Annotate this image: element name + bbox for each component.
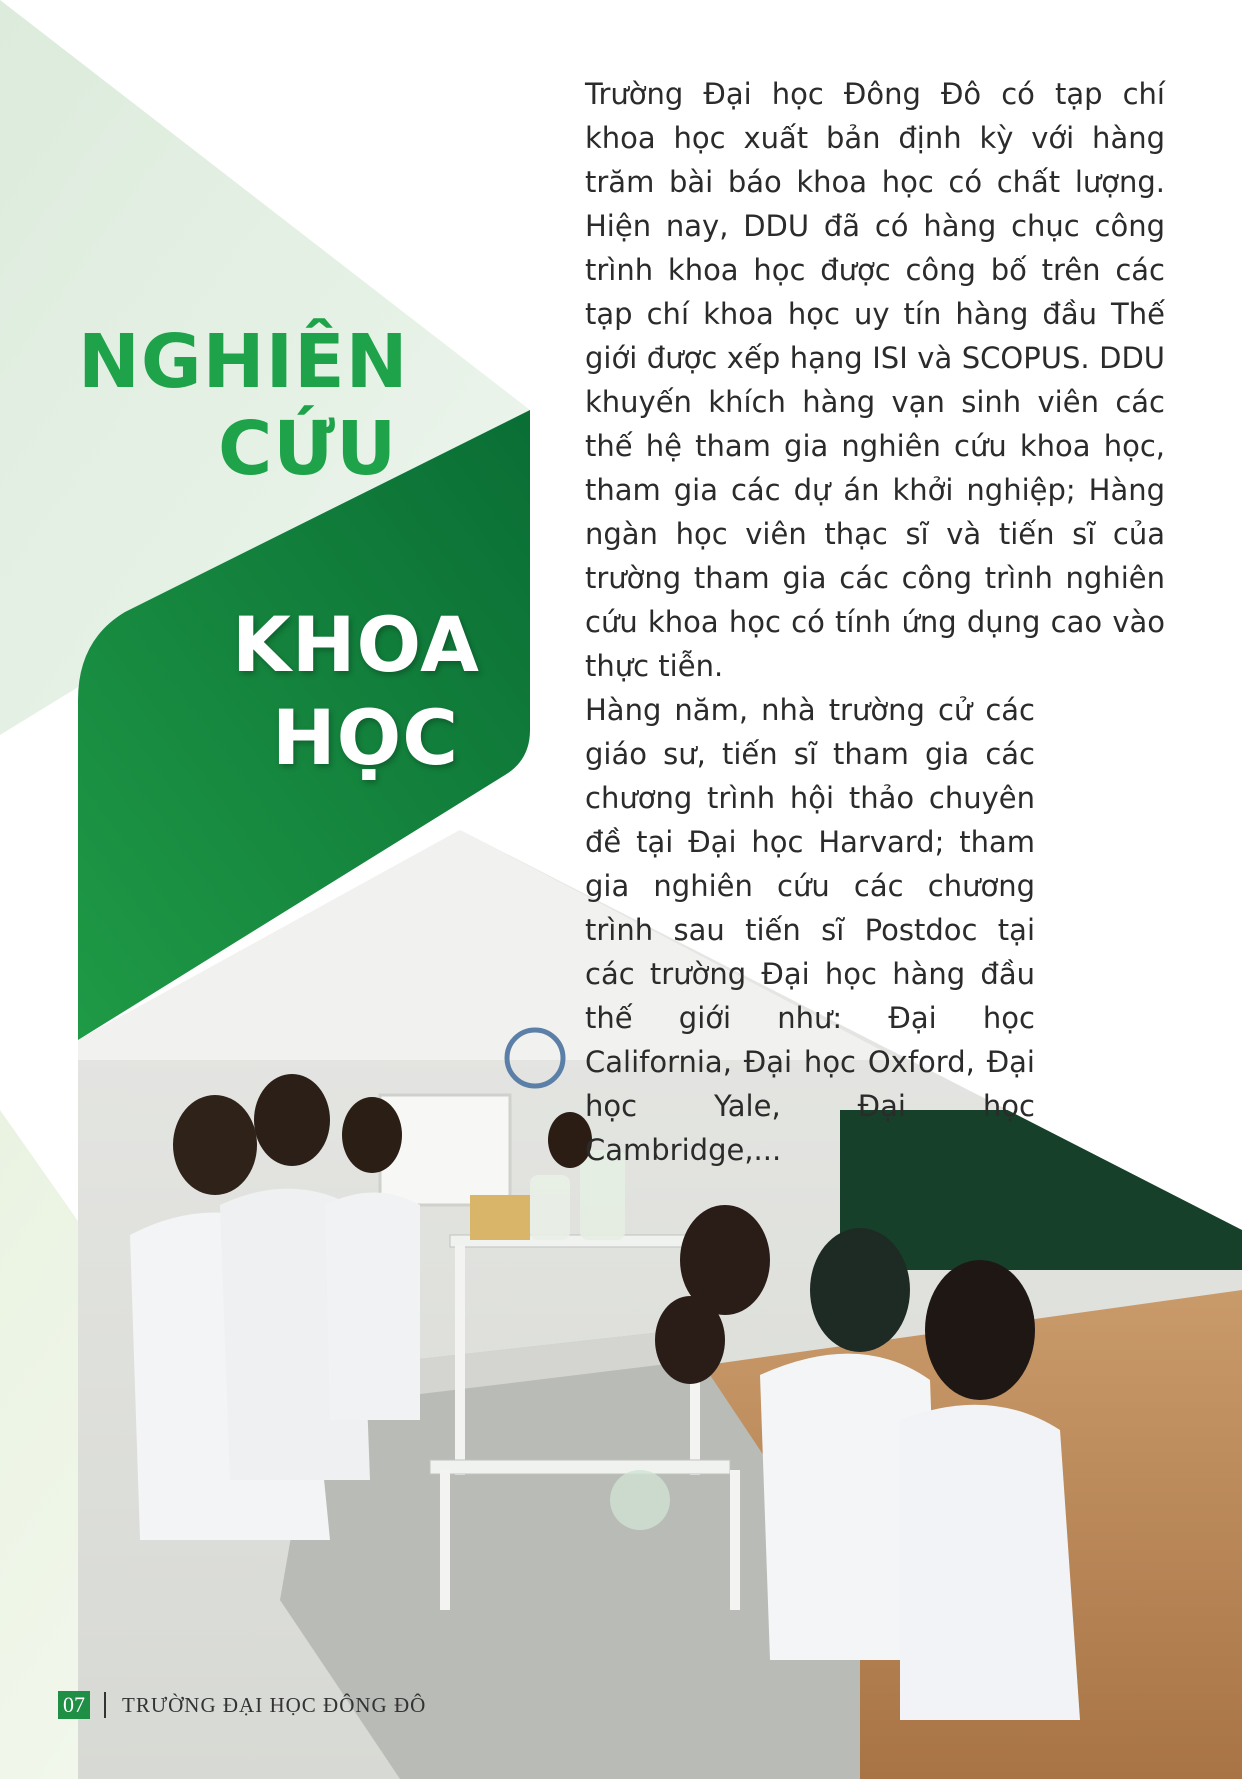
title-line-1: NGHIÊN [78,319,409,405]
paragraph-1: Trường Đại học Đông Đô có tạp chí khoa học xuất bản định kỳ với hàng trăm bài báo khoa học có chất lượng. Hiện nay, DDU đã có hàng chục công trình khoa học được công bố trên các tạp chí khoa học uy tín hàng đầu Thế giới được xếp hạng ISI và SCOPUS. DDU khuyến khích hàng vạn sinh viên các thế hệ tham gia nghiên cứu khoa học, tham gia các dự án khởi nghiệp; Hàng ngàn học viên thạc sĩ và tiến sĩ của trường tham gia các công trình nghiên cứu khoa học có tính ứng dụng cao vào thực tiễn. [585,77,1165,683]
title-line-2: CỨU [218,406,398,492]
body-text [585,72,1165,1172]
page-number: 07 [58,1691,90,1719]
title-line-4: HỌC [272,693,459,782]
footer [58,1690,426,1720]
paragraph-2: Hàng năm, nhà trường cử các giáo sư, tiến sĩ tham gia các chương trình hội thảo chuyên đề tại Đại học Harvard; tham gia nghiên cứu các chương trình sau tiến sĩ Postdoc tại các trường Đại học hàng đầu thế giới như: Đại học California, Đại học Oxford, Đại học Yale, Đại học Cambridge,... [585,693,1035,1167]
title-line-3: KHOA [232,600,480,689]
footer-divider [104,1692,106,1718]
footer-school-name: TRƯỜNG ĐẠI HỌC ĐÔNG ĐÔ [122,1692,427,1717]
